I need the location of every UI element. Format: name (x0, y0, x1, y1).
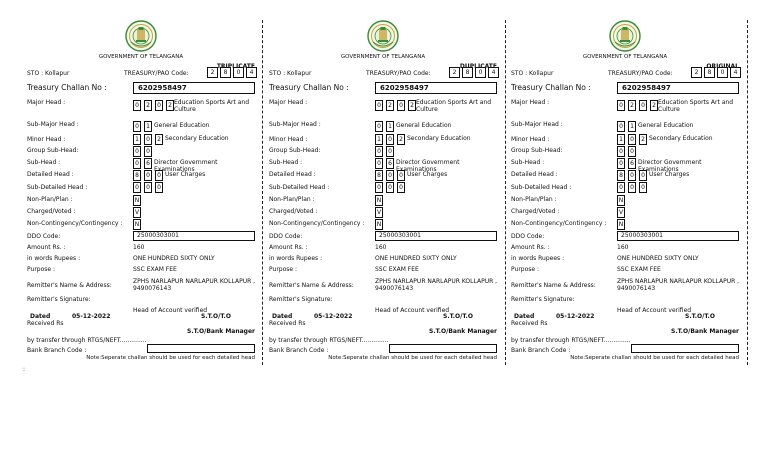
amount-label: Amount Rs. : (27, 244, 66, 251)
remitter-name-label: Remitter's Name & Address: (511, 282, 596, 289)
dated-label: Dated (514, 313, 535, 320)
sto-to-label: S.T.O/T.O (201, 313, 231, 320)
copy-type-label: DUPLICATE (459, 63, 497, 70)
sub-detailed-head-label: Sub-Detailed Head : (269, 184, 330, 191)
dashed-separator (262, 20, 263, 365)
digit-box: 2 (386, 100, 394, 111)
sub-head-desc: Director Government Examinations (154, 159, 218, 173)
digit-box: 0 (386, 146, 394, 157)
minor-head-boxes (133, 134, 166, 145)
digit-box: 6 (386, 158, 394, 169)
purpose-label: Purpose : (511, 266, 540, 273)
charged-voted-label: Charged/Voted : (269, 208, 318, 215)
minor-head-label: Minor Head : (511, 136, 550, 143)
digit-box: 0 (617, 146, 625, 157)
digit-box: 0 (386, 170, 394, 181)
dated-value: 05-12-2022 (72, 313, 111, 320)
digit-box: 1 (628, 121, 636, 132)
remitter-name-value: ZPHS NARLAPUR NARLAPUR KOLLAPUR , (617, 278, 740, 285)
amount-value: 160 (133, 244, 145, 251)
non-plan-box (617, 195, 628, 206)
minor-head-desc: Secondary Education (165, 135, 229, 142)
sub-head-boxes (375, 158, 397, 169)
digit-box: 0 (397, 170, 405, 181)
ddo-code-label: DDO Code: (269, 233, 303, 240)
major-head-label: Major Head : (269, 99, 308, 106)
major-head-boxes (133, 100, 177, 111)
sto-to-label: S.T.O/T.O (443, 313, 473, 320)
digit-box: 0 (133, 182, 141, 193)
digit-box: 6 (628, 158, 636, 169)
digit-box: N (618, 197, 624, 204)
digit-box: N (134, 197, 140, 204)
digit-box: 2 (628, 100, 636, 111)
sto-bank-manager-label: S.T.O/Bank Manager (429, 328, 497, 335)
digit-box: 0 (144, 170, 152, 181)
treasury-pao-label: TREASURY/PAO Code: (366, 70, 431, 77)
digit-box: N (376, 221, 382, 228)
digit-box: 0 (628, 146, 636, 157)
bank-branch-label: Bank Branch Code : (27, 347, 87, 354)
telangana-emblem-icon (125, 20, 157, 52)
amount-value: 160 (375, 244, 387, 251)
digit-box: 0 (133, 158, 141, 169)
digit-box: 0 (386, 182, 394, 193)
digit-box: 0 (144, 134, 152, 145)
group-sub-head-label: Group Sub-Head: (27, 147, 79, 154)
sub-major-head-label: Sub-Major Head : (27, 121, 79, 128)
sub-head-label: Sub-Head : (27, 159, 61, 166)
group-sub-head-boxes (133, 146, 155, 157)
sub-head-label: Sub-Head : (511, 159, 545, 166)
dated-label: Dated (30, 313, 51, 320)
treasury-pao-label: TREASURY/PAO Code: (608, 70, 673, 77)
dashed-separator (747, 20, 748, 365)
digit-box: 4 (488, 67, 499, 78)
detailed-head-label: Detailed Head : (269, 171, 316, 178)
purpose-value: SSC EXAM FEE (133, 266, 177, 273)
in-words-label: in words Rupees : (511, 255, 565, 262)
non-plan-label: Non-Plan/Plan : (511, 196, 557, 203)
digit-box: V (134, 209, 140, 216)
minor-head-desc: Secondary Education (407, 135, 471, 142)
bank-branch-box (389, 344, 497, 353)
detailed-head-boxes (133, 170, 166, 181)
detailed-head-desc: User Charges (165, 171, 206, 178)
major-head-desc: Education Sports Art and Culture (658, 99, 734, 113)
digit-box: 4 (246, 67, 257, 78)
digit-box: 0 (397, 100, 405, 111)
sub-head-boxes (133, 158, 155, 169)
digit-box: 1 (375, 134, 383, 145)
digit-box: 2 (449, 67, 460, 78)
digit-box: 8 (704, 67, 715, 78)
sto-bank-manager-label: S.T.O/Bank Manager (671, 328, 739, 335)
digit-box: 0 (155, 100, 163, 111)
digit-box: 0 (233, 67, 244, 78)
treasury-pao-label: TREASURY/PAO Code: (124, 70, 189, 77)
digit-box: 0 (144, 146, 152, 157)
digit-box: 0 (144, 182, 152, 193)
remitter-signature-label: Remitter's Signature: (27, 296, 91, 303)
digit-box: 2 (397, 134, 405, 145)
challan-copy-3 (511, 20, 739, 370)
challan-no-box: 6202958497 (133, 82, 255, 94)
major-head-boxes (375, 100, 419, 111)
digit-box: 0 (628, 134, 636, 145)
digit-box: 1 (133, 134, 141, 145)
challan-no-box: 6202958497 (617, 82, 739, 94)
sub-head-desc: Director Government Examinations (396, 159, 460, 173)
digit-box: 0 (717, 67, 728, 78)
digit-box: 0 (628, 170, 636, 181)
digit-box: 0 (628, 182, 636, 193)
remitter-phone-value: 9490076143 (617, 285, 656, 292)
challan-copy-2 (269, 20, 497, 370)
major-head-desc: Education Sports Art and Culture (174, 99, 250, 113)
digit-box: 0 (133, 121, 141, 132)
charged-voted-box (133, 207, 144, 218)
digit-box: 0 (133, 146, 141, 157)
digit-box: 2 (166, 100, 174, 111)
major-head-label: Major Head : (511, 99, 550, 106)
dated-label: Dated (272, 313, 293, 320)
head-verified-label: Head of Account verified (133, 307, 208, 314)
digit-box: 0 (375, 182, 383, 193)
sub-detailed-head-boxes (617, 182, 650, 193)
digit-box: V (618, 209, 624, 216)
non-plan-label: Non-Plan/Plan : (27, 196, 73, 203)
purpose-label: Purpose : (269, 266, 298, 273)
challan-no-box: 6202958497 (375, 82, 497, 94)
sub-major-head-desc: General Education (396, 122, 452, 129)
government-title: GOVERNMENT OF TELANGANA (582, 54, 668, 60)
non-contingency-box (133, 219, 144, 230)
ddo-code-box: 25000303001 (375, 231, 497, 241)
sub-major-head-boxes (375, 121, 397, 132)
rtgs-label: by transfer through RTGS/NEFT.............. (27, 337, 147, 344)
digit-box: 2 (207, 67, 218, 78)
in-words-value: ONE HUNDRED SIXTY ONLY (375, 255, 457, 262)
charged-voted-box (375, 207, 386, 218)
received-rs-label: Received Rs (27, 320, 64, 327)
digit-box: 0 (386, 134, 394, 145)
major-head-boxes (617, 100, 661, 111)
non-plan-box (375, 195, 386, 206)
digit-box: 2 (408, 100, 416, 111)
sub-major-head-desc: General Education (638, 122, 694, 129)
rtgs-label: by transfer through RTGS/NEFT.............. (269, 337, 389, 344)
digit-box: N (618, 221, 624, 228)
bank-branch-box (631, 344, 739, 353)
treasury-code-boxes (207, 67, 259, 78)
digit-box: 2 (650, 100, 658, 111)
bank-branch-box (147, 344, 255, 353)
digit-box: 0 (375, 158, 383, 169)
purpose-value: SSC EXAM FEE (617, 266, 661, 273)
digit-box: 0 (639, 170, 647, 181)
copy-type-label: ORIGINAL (706, 63, 739, 70)
detailed-head-label: Detailed Head : (27, 171, 74, 178)
group-sub-head-boxes (617, 146, 639, 157)
remitter-signature-label: Remitter's Signature: (511, 296, 575, 303)
digit-box: 2 (144, 100, 152, 111)
digit-box: 0 (475, 67, 486, 78)
received-rs-label: Received Rs (269, 320, 306, 327)
digit-box: 2 (639, 134, 647, 145)
digit-box: 0 (155, 170, 163, 181)
sub-major-head-label: Sub-Major Head : (511, 121, 563, 128)
non-contingency-label: Non-Contingency/Contingency : (27, 220, 123, 227)
telangana-emblem-icon (609, 20, 641, 52)
remitter-signature-label: Remitter's Signature: (269, 296, 333, 303)
detailed-head-desc: User Charges (649, 171, 690, 178)
detailed-head-desc: User Charges (407, 171, 448, 178)
minor-head-label: Minor Head : (27, 136, 66, 143)
amount-value: 160 (617, 244, 629, 251)
note-text: Note:Seperate challan should be used for each detailed head (570, 355, 739, 361)
in-words-label: in words Rupees : (27, 255, 81, 262)
sub-head-boxes (617, 158, 639, 169)
minor-head-boxes (375, 134, 408, 145)
digit-box: 2 (155, 134, 163, 145)
dashed-separator (505, 20, 506, 365)
note-text: Note:Seperate challan should be used for each detailed head (86, 355, 255, 361)
note-text: Note:Seperate challan should be used for each detailed head (328, 355, 497, 361)
digit-box: N (134, 221, 140, 228)
minor-head-label: Minor Head : (269, 136, 308, 143)
digit-box: 8 (375, 170, 383, 181)
ddo-code-label: DDO Code: (27, 233, 61, 240)
amount-label: Amount Rs. : (269, 244, 308, 251)
digit-box: V (376, 209, 382, 216)
digit-box: 0 (639, 182, 647, 193)
non-contingency-box (375, 219, 386, 230)
digit-box: 1 (386, 121, 394, 132)
digit-box: 6 (144, 158, 152, 169)
bank-branch-label: Bank Branch Code : (511, 347, 571, 354)
treasury-code-boxes (449, 67, 501, 78)
remitter-name-label: Remitter's Name & Address: (27, 282, 112, 289)
head-verified-label: Head of Account verified (617, 307, 692, 314)
detailed-head-label: Detailed Head : (511, 171, 558, 178)
remitter-name-value: ZPHS NARLAPUR NARLAPUR KOLLAPUR , (375, 278, 498, 285)
non-plan-box (133, 195, 144, 206)
amount-label: Amount Rs. : (511, 244, 550, 251)
sto-label: STO : Kollapur (27, 70, 70, 77)
purpose-label: Purpose : (27, 266, 56, 273)
digit-box: 1 (617, 134, 625, 145)
remitter-phone-value: 9490076143 (133, 285, 172, 292)
charged-voted-box (617, 207, 628, 218)
remitter-phone-value: 9490076143 (375, 285, 414, 292)
government-title: GOVERNMENT OF TELANGANA (340, 54, 426, 60)
dated-value: 05-12-2022 (314, 313, 353, 320)
sub-detailed-head-label: Sub-Detailed Head : (27, 184, 88, 191)
charged-voted-label: Charged/Voted : (511, 208, 560, 215)
challan-no-label: Treasury Challan No : (269, 83, 349, 92)
sto-label: STO : Kollapur (269, 70, 312, 77)
major-head-desc: Education Sports Art and Culture (416, 99, 492, 113)
sub-head-label: Sub-Head : (269, 159, 303, 166)
detailed-head-boxes (375, 170, 408, 181)
digit-box: 0 (133, 100, 141, 111)
sto-label: STO : Kollapur (511, 70, 554, 77)
digit-box: 8 (220, 67, 231, 78)
sub-major-head-boxes (617, 121, 639, 132)
sub-major-head-desc: General Education (154, 122, 210, 129)
sub-detailed-head-label: Sub-Detailed Head : (511, 184, 572, 191)
non-contingency-label: Non-Contingency/Contingency : (269, 220, 365, 227)
rtgs-label: by transfer through RTGS/NEFT.............. (511, 337, 631, 344)
received-rs-label: Received Rs (511, 320, 548, 327)
government-title: GOVERNMENT OF TELANGANA (98, 54, 184, 60)
sub-head-desc: Director Government Examinations (638, 159, 702, 173)
copy-type-label: TRIPLICATE (216, 63, 255, 70)
digit-box: 4 (730, 67, 741, 78)
non-contingency-label: Non-Contingency/Contingency : (511, 220, 607, 227)
major-head-label: Major Head : (27, 99, 66, 106)
minor-head-boxes (617, 134, 650, 145)
remitter-name-value: ZPHS NARLAPUR NARLAPUR KOLLAPUR , (133, 278, 256, 285)
digit-box: 8 (617, 170, 625, 181)
group-sub-head-label: Group Sub-Head: (269, 147, 321, 154)
purpose-value: SSC EXAM FEE (375, 266, 419, 273)
non-contingency-box (617, 219, 628, 230)
digit-box: 1 (144, 121, 152, 132)
in-words-value: ONE HUNDRED SIXTY ONLY (617, 255, 699, 262)
in-words-value: ONE HUNDRED SIXTY ONLY (133, 255, 215, 262)
digit-box: 0 (155, 182, 163, 193)
challan-no-label: Treasury Challan No : (27, 83, 107, 92)
charged-voted-label: Charged/Voted : (27, 208, 76, 215)
digit-box: 0 (639, 100, 647, 111)
bank-branch-label: Bank Branch Code : (269, 347, 329, 354)
digit-box: 0 (617, 100, 625, 111)
digit-box: 0 (375, 100, 383, 111)
dated-value: 05-12-2022 (556, 313, 595, 320)
sub-detailed-head-boxes (375, 182, 408, 193)
sub-major-head-label: Sub-Major Head : (269, 121, 321, 128)
treasury-code-boxes (691, 67, 743, 78)
digit-box: N (376, 197, 382, 204)
ddo-code-label: DDO Code: (511, 233, 545, 240)
sto-to-label: S.T.O/T.O (685, 313, 715, 320)
remitter-name-label: Remitter's Name & Address: (269, 282, 354, 289)
digit-box: 8 (133, 170, 141, 181)
non-plan-label: Non-Plan/Plan : (269, 196, 315, 203)
group-sub-head-boxes (375, 146, 397, 157)
digit-box: 0 (617, 182, 625, 193)
digit-box: 0 (375, 146, 383, 157)
in-words-label: in words Rupees : (269, 255, 323, 262)
digit-box: 0 (397, 182, 405, 193)
ddo-code-box: 25000303001 (617, 231, 739, 241)
telangana-emblem-icon (367, 20, 399, 52)
digit-box: 8 (462, 67, 473, 78)
digit-box: 0 (375, 121, 383, 132)
head-verified-label: Head of Account verified (375, 307, 450, 314)
digit-box: 0 (617, 158, 625, 169)
digit-box: 2 (691, 67, 702, 78)
sub-major-head-boxes (133, 121, 155, 132)
challan-copy-1 (27, 20, 255, 370)
group-sub-head-label: Group Sub-Head: (511, 147, 563, 154)
ddo-code-box: 25000303001 (133, 231, 255, 241)
stray-colon: : (23, 366, 26, 373)
sto-bank-manager-label: S.T.O/Bank Manager (187, 328, 255, 335)
minor-head-desc: Secondary Education (649, 135, 713, 142)
sub-detailed-head-boxes (133, 182, 166, 193)
challan-no-label: Treasury Challan No : (511, 83, 591, 92)
digit-box: 0 (617, 121, 625, 132)
detailed-head-boxes (617, 170, 650, 181)
